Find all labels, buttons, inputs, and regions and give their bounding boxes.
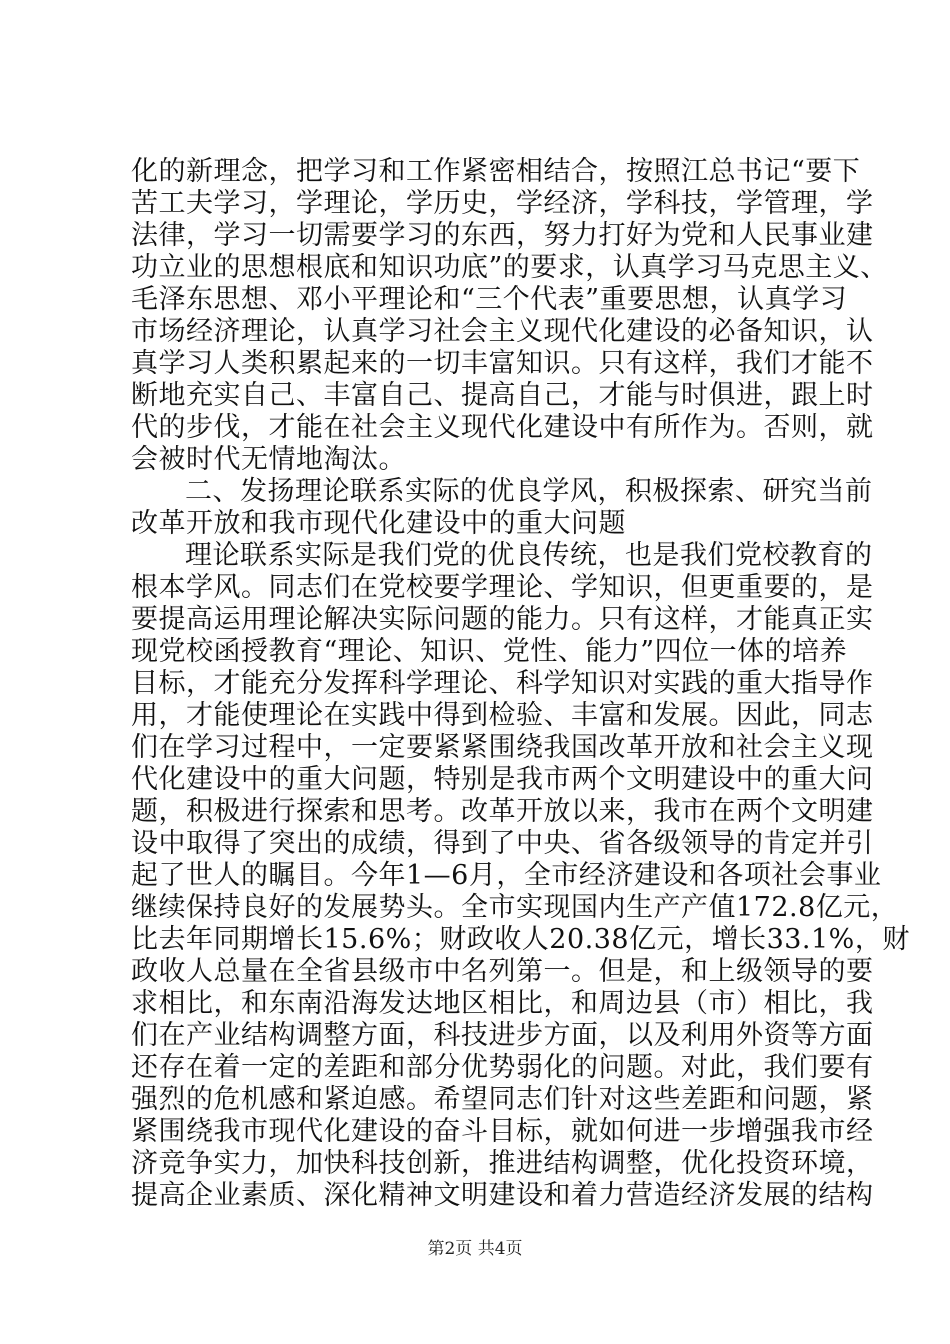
text-line: 题，积极进行探索和思考。改革开放以来，我市在两个文明建 bbox=[131, 796, 874, 827]
text-line: 代化建设中的重大问题，特别是我市两个文明建设中的重大问 bbox=[131, 764, 874, 795]
text-line: 苦工夫学习，学理论，学历史，学经济，学科技，学管理，学 bbox=[131, 188, 874, 219]
text-line: 设中取得了突出的成绩，得到了中央、省各级领导的肯定并引 bbox=[131, 828, 874, 859]
text-line: 提高企业素质、深化精神文明建设和着力营造经济发展的结构 bbox=[131, 1180, 874, 1211]
section-heading-line: 二、发扬理论联系实际的优良学风，积极探索、研究当前 bbox=[185, 476, 873, 507]
text-line: 断地充实自己、丰富自己、提高自己，才能与时俱进，跟上时 bbox=[131, 380, 874, 411]
text-line: 济竞争实力，加快科技创新，推进结构调整，优化投资环境， bbox=[131, 1148, 874, 1179]
text-line: 继续保持良好的发展势头。全市实现国内生产产值172.8亿元， bbox=[131, 892, 899, 923]
text-line: 化的新理念，把学习和工作紧密相结合，按照江总书记“要下 bbox=[131, 156, 861, 187]
text-line: 会被时代无情地淘汰。 bbox=[131, 444, 406, 475]
text-line: 市场经济理论，认真学习社会主义现代化建设的必备知识，认 bbox=[131, 316, 874, 347]
text-line: 目标，才能充分发挥科学理论、科学知识对实践的重大指导作 bbox=[131, 668, 874, 699]
text-line: 法律，学习一切需要学习的东西，努力打好为党和人民事业建 bbox=[131, 220, 874, 251]
text-line: 根本学风。同志们在党校要学理论、学知识，但更重要的，是 bbox=[131, 572, 874, 603]
text-line: 代的步伐，才能在社会主义现代化建设中有所作为。否则，就 bbox=[131, 412, 874, 443]
text-line: 理论联系实际是我们党的优良传统，也是我们党校教育的 bbox=[185, 540, 873, 571]
text-line: 求相比，和东南沿海发达地区相比，和周边县（市）相比，我 bbox=[131, 988, 874, 1019]
text-line: 们在学习过程中，一定要紧紧围绕我国改革开放和社会主义现 bbox=[131, 732, 874, 763]
text-line: 政收人总量在全省县级市中名列第一。但是，和上级领导的要 bbox=[131, 956, 874, 987]
text-line: 紧围绕我市现代化建设的奋斗目标，就如何进一步增强我市经 bbox=[131, 1116, 874, 1147]
text-line: 真学习人类积累起来的一切丰富知识。只有这样，我们才能不 bbox=[131, 348, 874, 379]
text-line: 比去年同期增长15.6%；财政收人20.38亿元，增长33.1%，财 bbox=[131, 924, 910, 955]
text-line: 强烈的危机感和紧迫感。希望同志们针对这些差距和问题，紧 bbox=[131, 1084, 874, 1115]
section-heading-line: 改革开放和我市现代化建设中的重大问题 bbox=[131, 508, 626, 539]
text-line: 功立业的思想根底和知识功底”的要求，认真学习马克思主义、 bbox=[131, 252, 888, 283]
text-line: 毛泽东思想、邓小平理论和“三个代表”重要思想，认真学习 bbox=[131, 284, 848, 315]
page-footer: 第2页 共4页 bbox=[427, 1239, 523, 1259]
text-line: 起了世人的瞩目。今年1—6月，全市经济建设和各项社会事业 bbox=[131, 860, 882, 891]
text-line: 用，才能使理论在实践中得到检验、丰富和发展。因此，同志 bbox=[131, 700, 874, 731]
text-line: 要提高运用理论解决实际问题的能力。只有这样，才能真正实 bbox=[131, 604, 874, 635]
text-line: 们在产业结构调整方面，科技进步方面，以及利用外资等方面 bbox=[131, 1020, 874, 1051]
text-line: 现党校函授教育“理论、知识、党性、能力”四位一体的培养 bbox=[131, 636, 848, 667]
text-line: 还存在着一定的差距和部分优势弱化的问题。对此，我们要有 bbox=[131, 1052, 874, 1083]
